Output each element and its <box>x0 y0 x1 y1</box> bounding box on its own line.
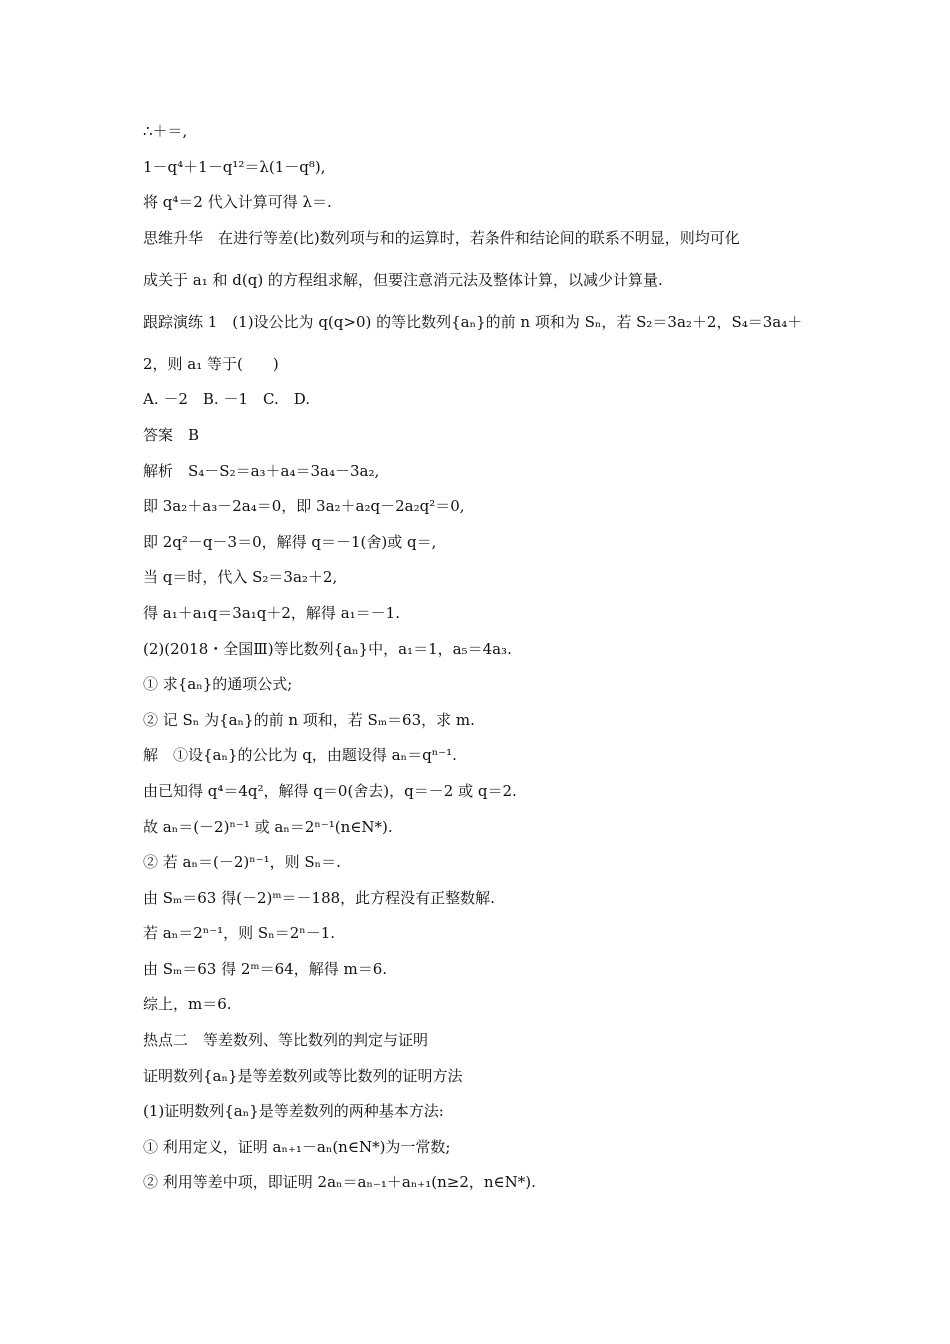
text-line: 1－q⁴＋1－q¹²＝λ(1－q⁸), <box>143 157 326 176</box>
text-line: 由 Sₘ＝63 得(－2)ᵐ＝－188，此方程没有正整数解. <box>143 888 495 907</box>
text-line: 跟踪演练 1 (1)设公比为 q(q>0) 的等比数列{aₙ}的前 n 项和为 Sₙ，若 S₂＝3a₂＋2，S₄＝3a₄＋ <box>143 312 803 331</box>
text-line: 当 q＝时，代入 S₂＝3a₂＋2, <box>143 568 338 587</box>
text-line: (1)证明数列{aₙ}是等差数列的两种基本方法: <box>143 1102 444 1121</box>
answer-options: A. －2 B. －1 C. D. <box>143 390 310 409</box>
text-line: ② 若 aₙ＝(－2)ⁿ⁻¹，则 Sₙ＝. <box>143 853 341 872</box>
text-line: 将 q⁴＝2 代入计算可得 λ＝. <box>143 193 332 212</box>
text-line: ∴＋＝, <box>143 122 188 140</box>
text-line: 故 aₙ＝(－2)ⁿ⁻¹ 或 aₙ＝2ⁿ⁻¹(n∈N*). <box>143 817 393 836</box>
text-line: ① 利用定义，证明 aₙ₊₁－aₙ(n∈N*)为一常数; <box>143 1137 451 1156</box>
text-line: 解 ①设{aₙ}的公比为 q，由题设得 aₙ＝qⁿ⁻¹. <box>143 746 457 765</box>
document-body <box>143 122 823 1209</box>
text-line: (2)(2018・全国Ⅲ)等比数列{aₙ}中，a₁＝1，a₅＝4a₃. <box>143 639 512 658</box>
text-line: 2，则 a₁ 等于( ) <box>143 354 279 373</box>
text-line: 思维升华 在进行等差(比)数列项与和的运算时，若条件和结论间的联系不明显，则均可化 <box>143 228 740 247</box>
text-line: 由已知得 q⁴＝4q²，解得 q＝0(舍去)，q＝－2 或 q＝2. <box>143 781 517 800</box>
text-line: 证明数列{aₙ}是等差数列或等比数列的证明方法 <box>143 1066 463 1085</box>
text-line: 成关于 a₁ 和 d(q) 的方程组求解，但要注意消元法及整体计算，以减少计算量. <box>143 270 663 289</box>
text-line: 由 Sₘ＝63 得 2ᵐ＝64，解得 m＝6. <box>143 959 387 978</box>
text-line: 即 3a₂＋a₃－2a₄＝0，即 3a₂＋a₂q－2a₂q²＝0, <box>143 497 465 516</box>
text-line: ① 求{aₙ}的通项公式; <box>143 675 293 694</box>
text-line: ② 利用等差中项，即证明 2aₙ＝aₙ₋₁＋aₙ₊₁(n≥2，n∈N*). <box>143 1173 536 1192</box>
answer-line: 答案 B <box>143 425 200 444</box>
text-line: 综上，m＝6. <box>143 995 232 1014</box>
text-line: 即 2q²－q－3＝0，解得 q＝－1(舍)或 q＝, <box>143 532 437 551</box>
text-line: ② 记 Sₙ 为{aₙ}的前 n 项和，若 Sₘ＝63，求 m. <box>143 710 475 729</box>
text-line: 若 aₙ＝2ⁿ⁻¹，则 Sₙ＝2ⁿ－1. <box>143 924 336 943</box>
text-line: 解析 S₄－S₂＝a₃＋a₄＝3a₄－3a₂, <box>143 461 380 480</box>
text-line: 得 a₁＋a₁q＝3a₁q＋2，解得 a₁＝－1. <box>143 603 400 622</box>
section-heading: 热点二 等差数列、等比数列的判定与证明 <box>143 1031 429 1050</box>
